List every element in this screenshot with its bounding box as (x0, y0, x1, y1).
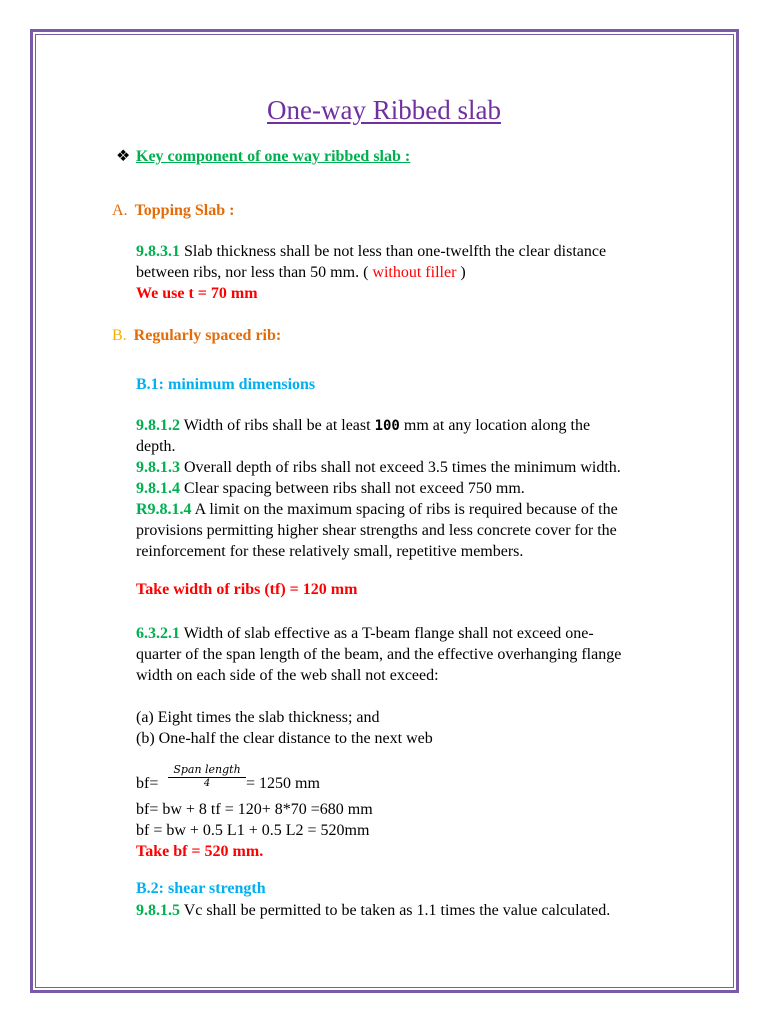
bf-equation-3: bf = bw + 0.5 L1 + 0.5 L2 = 520mm (136, 822, 370, 839)
clause-9-8-1-5 (136, 903, 610, 919)
clause-9-8-1-2 (136, 418, 590, 434)
clause-number: 9.8.1.3 (136, 459, 180, 476)
clause-6-3-2-1 (136, 626, 594, 642)
subsection-b2-heading: B.2: shear strength (136, 880, 266, 897)
section-b-title (112, 328, 281, 344)
list-item-a: (a) Eight times the slab thickness; and (136, 709, 380, 726)
diamond-bullet-icon: ❖ (116, 148, 131, 165)
clause-text: A limit on the maximum spacing of ribs is required because of the (191, 501, 618, 518)
section-heading: Key component of one way ribbed slab : (136, 148, 411, 165)
page-title: One-way Ribbed slab (267, 95, 501, 125)
section-a-letter: A. (112, 202, 128, 219)
bf-equation-2: bf= bw + 8 tf = 120+ 8*70 =680 mm (136, 801, 373, 818)
subsection-b1-heading: B.1: minimum dimensions (136, 376, 316, 393)
clause-9-8-3-1-line2 (136, 265, 466, 281)
clause-text: between ribs, nor less than 50 mm. ( (136, 264, 373, 281)
bf-equation-result: = 1250 mm (246, 775, 320, 792)
rib-width-value: 100 (374, 418, 400, 434)
we-use-thickness: We use t = 70 mm (136, 285, 258, 302)
clause-6-3-2-1-line3: width on each side of the web shall not exceed: (136, 667, 439, 684)
clause-number: R9.8.1.4 (136, 501, 192, 518)
fraction-numerator: Span length (173, 763, 241, 776)
clause-text: Slab thickness shall be not less than one-twelfth the clear distance (180, 243, 607, 260)
clause-number: 9.8.1.5 (136, 902, 180, 919)
bf-equation-prefix: bf= (136, 775, 159, 792)
clause-number: 9.8.1.4 (136, 480, 180, 497)
section-a-label: Topping Slab : (134, 202, 235, 219)
clause-9-8-3-1 (136, 244, 606, 260)
clause-text: Clear spacing between ribs shall not exceed 750 mm. (180, 480, 525, 497)
fraction-denominator: 4 (203, 778, 211, 789)
clause-number: 9.8.3.1 (136, 243, 180, 260)
clause-text: ) (456, 264, 466, 281)
section-b-letter: B. (112, 327, 127, 344)
clause-9-8-1-2-line2: depth. (136, 438, 176, 455)
clause-6-3-2-1-line2: quarter of the span length of the beam, and the effective overhanging flange (136, 646, 622, 663)
section-a-title (112, 203, 234, 219)
section-b-label: Regularly spaced rib: (133, 327, 282, 344)
clause-r9-8-1-4-line3: reinforcement for these relatively small, repetitive members. (136, 543, 524, 560)
take-rib-width: Take width of ribs (tf) = 120 mm (136, 581, 358, 598)
filler-note: without filler (372, 264, 457, 281)
clause-text: Vc shall be permitted to be taken as 1.1 times the value calculated. (180, 902, 611, 919)
clause-text: Overall depth of ribs shall not exceed 3.5 times the minimum width. (180, 459, 621, 476)
clause-text: Width of slab effective as a T-beam flange shall not exceed one- (180, 625, 594, 642)
clause-r9-8-1-4-line2: provisions permitting higher shear strengths and less concrete cover for the (136, 522, 617, 539)
clause-r9-8-1-4 (136, 502, 618, 518)
clause-9-8-1-4 (136, 481, 525, 497)
list-item-b: (b) One-half the clear distance to the next web (136, 730, 433, 747)
clause-9-8-1-3 (136, 460, 621, 476)
take-bf: Take bf = 520 mm. (136, 843, 264, 860)
clause-number: 6.3.2.1 (136, 625, 180, 642)
clause-number: 9.8.1.2 (136, 417, 180, 434)
clause-text: mm at any location along the (399, 417, 591, 434)
clause-text: Width of ribs shall be at least (180, 417, 375, 434)
span-length-fraction (168, 764, 246, 789)
